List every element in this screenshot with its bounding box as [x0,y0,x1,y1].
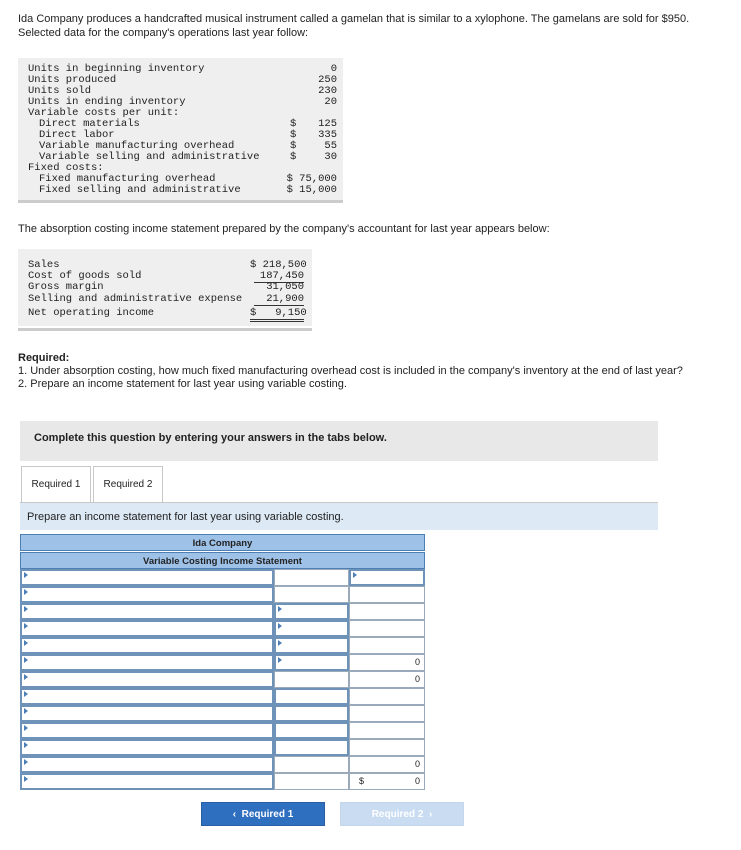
dropdown-marker-icon [24,742,28,748]
statement-amount-input[interactable] [274,756,349,773]
data-row-label: Variable costs per unit: [28,107,180,119]
selected-data-table [18,58,343,202]
statement-total-input[interactable] [349,671,425,688]
data-row-value: 0 [330,63,337,75]
absorption-intro-text: The absorption costing income statement prepared by the company's accountant for last year appears below: [18,223,550,235]
dropdown-marker-icon [24,691,28,697]
statement-total-input[interactable] [349,705,425,722]
intro-text: Ida Company produces a handcrafted musical instrument called a gamelan that is similar to a xylophone. The gamelans are sold for $950. Selected data for the company's operations last year follow: [18,13,690,39]
statement-row [20,603,425,620]
statement-amount-input[interactable] [274,722,349,739]
statement-row [20,637,425,654]
statement-total-value: 0 [414,759,420,769]
absorption-row-value: 21,900 [254,294,304,306]
statement-row [20,756,425,773]
absorption-row-value: $ 218,500 [250,259,307,271]
statement-amount-input[interactable] [274,569,349,586]
statement-total-value: 0 [414,657,420,667]
dropdown-marker-icon [24,725,28,731]
chevron-left-icon: ‹ [232,809,242,820]
absorption-row-label: Cost of goods sold [28,270,142,282]
next-required-button[interactable] [340,802,464,826]
prev-required-button[interactable] [201,802,325,826]
absorption-row-label: Net operating income [28,307,155,319]
statement-amount-input[interactable] [274,586,349,603]
statement-row [20,705,425,722]
dropdown-marker-icon [24,589,28,595]
statement-row [20,569,425,586]
next-button-label: Required 2 [371,809,424,820]
statement-label-input[interactable] [20,620,274,637]
data-row-value: 55 [324,140,337,152]
dropdown-marker-icon [24,572,28,578]
statement-label-input[interactable] [20,722,274,739]
data-row-label: Direct materials [39,118,140,130]
tab-required-1[interactable]: Required 1 [21,466,91,502]
statement-amount-input[interactable] [274,620,349,637]
required-section [18,352,718,391]
data-row-label: Units in beginning inventory [28,63,205,75]
dropdown-marker-icon [278,606,282,612]
statement-amount-input[interactable] [274,739,349,756]
statement-label-input[interactable] [20,705,274,722]
data-row-label: Variable manufacturing overhead [39,140,235,152]
statement-total-input[interactable] [349,722,425,739]
data-row-value: $ 75,000 [286,173,337,185]
required-heading: Required: [18,352,70,364]
absorption-row-value: 187,450 [254,271,304,283]
data-row-dollar: $ [290,118,297,130]
data-row-label: Units in ending inventory [28,96,186,108]
required-item-2: 2. Prepare an income statement for last year using variable costing. [18,378,347,390]
statement-label-input[interactable] [20,739,274,756]
statement-total-value: 0 [414,776,420,786]
absorption-row-label: Selling and administrative expense [28,293,243,305]
statement-label-input[interactable] [20,586,274,603]
statement-row [20,620,425,637]
statement-total-input[interactable] [349,637,425,654]
statement-total-input[interactable] [349,773,425,790]
dropdown-marker-icon [24,776,28,782]
statement-total-value: 0 [414,674,420,684]
question-prompt-text: Prepare an income statement for last year using variable costing. [27,511,344,523]
question-prompt [20,503,658,530]
dollar-sign: $ [359,776,365,786]
dropdown-marker-icon [24,623,28,629]
prev-button-label: Required 1 [241,809,294,820]
dropdown-marker-icon [24,606,28,612]
statement-amount-input[interactable] [274,654,349,671]
data-row-label: Fixed manufacturing overhead [39,173,216,185]
tab-required-2[interactable]: Required 2 [93,466,163,502]
statement-row [20,671,425,688]
dropdown-marker-icon [24,759,28,765]
dropdown-marker-icon [278,623,282,629]
data-row-value: 250 [318,74,337,86]
statement-amount-input[interactable] [274,637,349,654]
statement-label-input[interactable] [20,637,274,654]
data-row-label: Fixed costs: [28,162,104,174]
dropdown-marker-icon [353,572,357,578]
statement-label-input[interactable] [20,756,274,773]
divider [18,328,312,331]
required-item-1: 1. Under absorption costing, how much fixed manufacturing overhead cost is included in the company's inventory at the end of last year? [18,365,683,377]
data-row-label: Variable selling and administrative [39,151,260,163]
statement-total-input[interactable] [349,688,425,705]
dropdown-marker-icon [278,640,282,646]
data-row-value: 335 [318,129,337,141]
data-row-value: 125 [318,118,337,130]
statement-company: Ida Company [20,534,425,551]
data-row-value: 20 [324,96,337,108]
complete-banner-text: Complete this question by entering your answers in the tabs below. [34,432,387,444]
statement-total-input[interactable] [349,569,425,586]
statement-total-input[interactable] [349,620,425,637]
data-row-dollar: $ [290,140,297,152]
statement-amount-input[interactable] [274,671,349,688]
statement-label-input[interactable] [20,569,274,586]
statement-row [20,586,425,603]
data-row-value: $ 15,000 [286,184,337,196]
absorption-row-label: Gross margin [28,281,104,293]
data-row-label: Units produced [28,74,117,86]
divider [18,200,343,203]
dropdown-marker-icon [24,708,28,714]
dropdown-marker-icon [278,657,282,663]
statement-label-input[interactable] [20,603,274,620]
dropdown-marker-icon [24,674,28,680]
statement-row [20,654,425,671]
dropdown-marker-icon [24,657,28,663]
statement-row [20,739,425,756]
statement-amount-input[interactable] [274,773,349,790]
statement-total-input[interactable] [349,756,425,773]
absorption-income-statement [18,249,312,326]
statement-amount-input[interactable] [274,688,349,705]
data-row-value: 30 [324,151,337,163]
data-row-label: Units sold [28,85,92,97]
data-row-dollar: $ [290,151,297,163]
statement-label-input[interactable] [20,773,274,790]
absorption-row-value: 31,050 [266,281,304,293]
statement-row [20,722,425,739]
dropdown-marker-icon [24,640,28,646]
complete-banner [20,421,658,461]
statement-title: Variable Costing Income Statement [20,552,425,569]
statement-total-input[interactable] [349,654,425,671]
statement-row [20,773,425,790]
statement-label-input[interactable] [20,688,274,705]
data-row-dollar: $ [290,129,297,141]
statement-amount-input[interactable] [274,603,349,620]
statement-row [20,688,425,705]
statement-total-input[interactable] [349,739,425,756]
statement-total-input[interactable] [349,603,425,620]
absorption-row-value: $ 9,150 [250,308,304,322]
data-row-value: 230 [318,85,337,97]
statement-amount-input[interactable] [274,705,349,722]
chevron-right-icon: › [423,809,433,820]
statement-total-input[interactable] [349,586,425,603]
absorption-row-label: Sales [28,259,60,271]
statement-label-input[interactable] [20,654,274,671]
data-row-label: Direct labor [39,129,115,141]
data-row-label: Fixed selling and administrative [39,184,241,196]
statement-label-input[interactable] [20,671,274,688]
